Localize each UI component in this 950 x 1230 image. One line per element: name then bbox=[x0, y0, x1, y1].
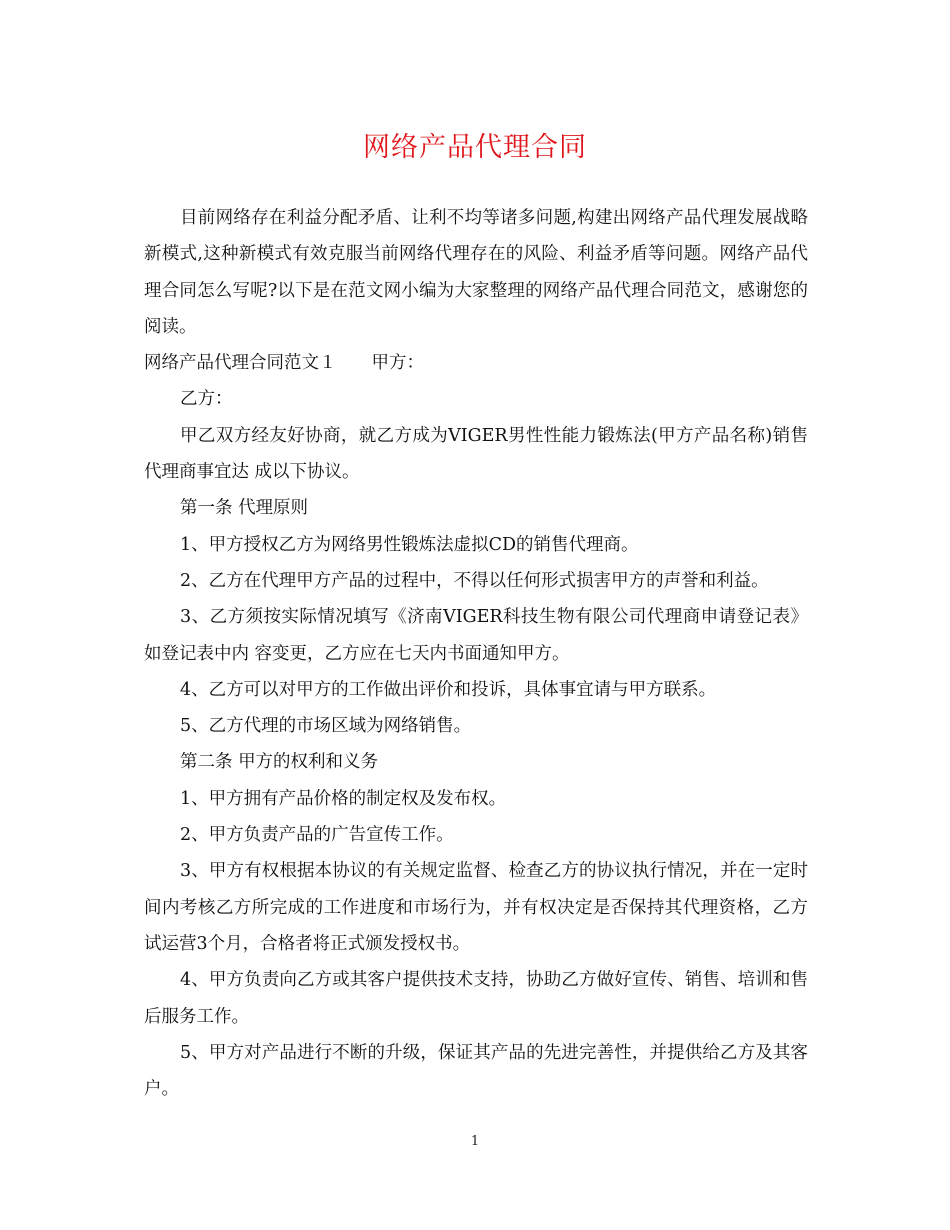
article-1-clause-3: 3、乙方须按实际情况填写《济南VIGER科技生物有限公司代理商申请登记表》如登记表中内 容变更，乙方应在七天内书面通知甲方。 bbox=[144, 607, 808, 664]
article-1-clause-5: 5、乙方代理的市场区域为网络销售。 bbox=[180, 716, 472, 737]
article-1-title: 第一条 代理原则 bbox=[180, 498, 309, 519]
article-1-clause-2: 2、乙方在代理甲方产品的过程中，不得以任何形式损害甲方的声誉和利益。 bbox=[180, 570, 769, 591]
article-1-clause-4: 4、乙方可以对甲方的工作做出评价和投诉，具体事宜请与甲方联系。 bbox=[180, 679, 717, 700]
article-2-clause-3: 3、甲方有权根据本协议的有关规定监督、检查乙方的协议执行情况，并在一定时间内考核乙方所完成的工作进度和市场行为，并有权决定是否保持其代理资格，乙方试运营3个月，合格者将正式颁发授权书。 bbox=[144, 861, 808, 954]
article-2-title: 第二条 甲方的权利和义务 bbox=[180, 752, 379, 773]
document-title: 网络产品代理合同 bbox=[363, 132, 587, 163]
intro-paragraph: 目前网络存在利益分配矛盾、让利不均等诸多问题,构建出网络产品代理发展战略新模式,这种新模式有效克服当前网络代理存在的风险、利益矛盾等问题。网络产品代理合同怎么写呢?以下是在范文网小编为大家整理的网络产品代理合同范文，感谢您的阅读。 bbox=[144, 208, 808, 337]
agreement-paragraph: 甲乙双方经友好协商，就乙方成为VIGER男性性能力锻炼法(甲方产品名称)销售代理商事宜达 成以下协议。 bbox=[144, 425, 808, 483]
article-2-clause-4: 4、甲方负责向乙方或其客户提供技术支持，协助乙方做好宣传、销售、培训和售后服务工作。 bbox=[144, 970, 808, 1027]
party-b-line: 乙方： bbox=[180, 389, 233, 410]
sample-heading: 网络产品代理合同范文１ 甲方： bbox=[144, 353, 424, 374]
article-2-clause-1: 1、甲方拥有产品价格的制定权及发布权。 bbox=[180, 788, 507, 809]
page-number: 1 bbox=[470, 1134, 480, 1149]
article-1-clause-1: 1、甲方授权乙方为网络男性锻炼法虚拟CD的销售代理商。 bbox=[180, 534, 639, 555]
article-2-clause-2: 2、甲方负责产品的广告宣传工作。 bbox=[180, 825, 454, 846]
article-2-clause-5: 5、甲方对产品进行不断的升级，保证其产品的先进完善性，并提供给乙方及其客户。 bbox=[144, 1042, 808, 1100]
document-body bbox=[144, 200, 808, 1107]
